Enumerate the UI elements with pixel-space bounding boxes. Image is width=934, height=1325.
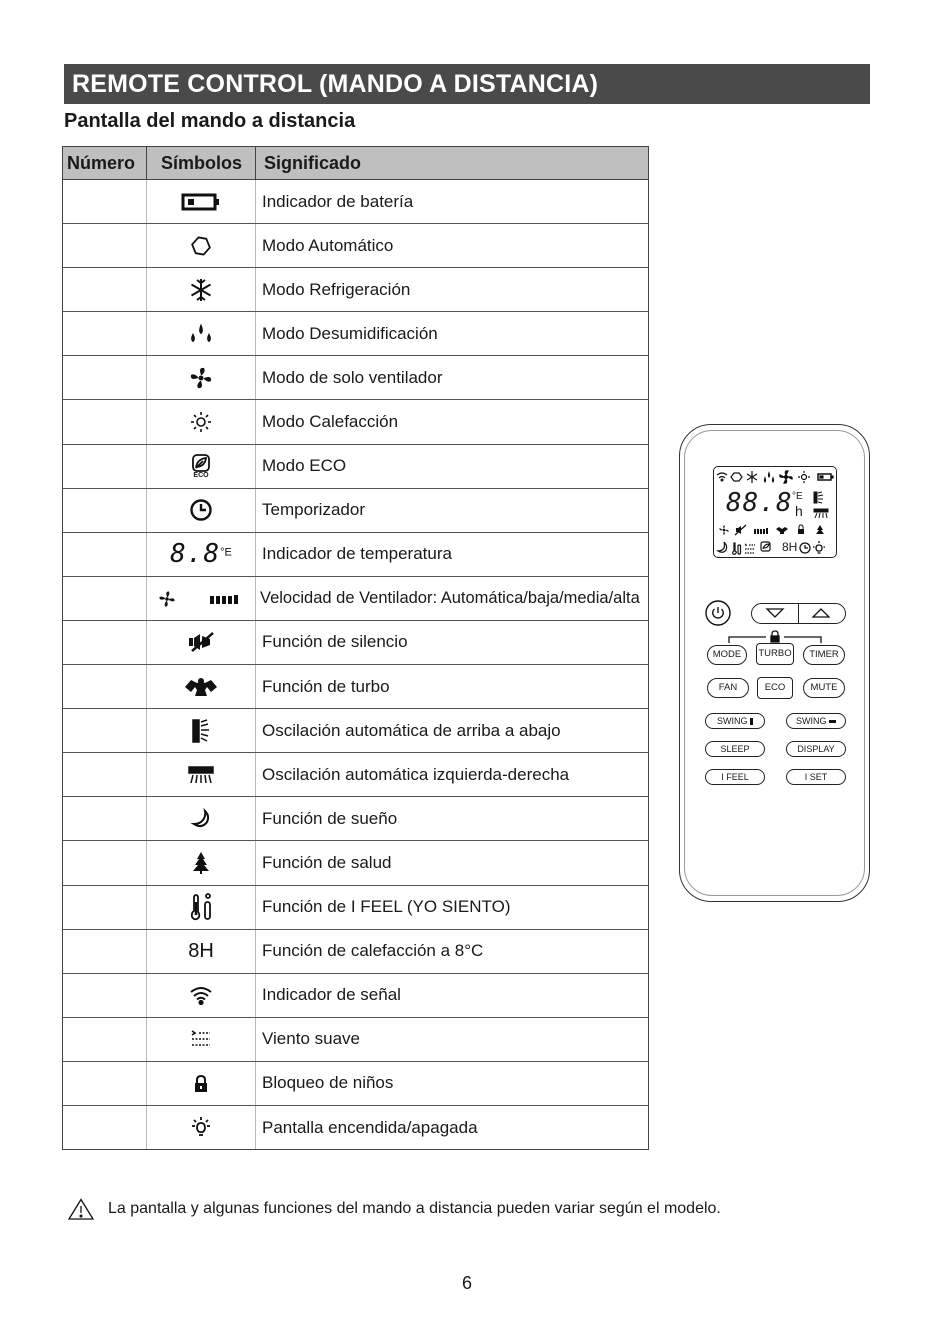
page-banner-title: REMOTE CONTROL (MANDO A DISTANCIA) [64, 64, 870, 104]
row-number [63, 1105, 147, 1149]
lock-icon [193, 1075, 209, 1093]
table-row [63, 929, 649, 973]
row-meaning: Función de calefacción a 8°C [256, 929, 649, 973]
table-row [63, 400, 649, 444]
drops-icon [188, 323, 214, 345]
lcd-unit-e: °E [792, 491, 803, 502]
table-row [63, 576, 649, 620]
lcd-unit-h: h [795, 503, 803, 519]
moon-icon [190, 808, 212, 830]
swing-horizontal-icon [187, 765, 215, 785]
soft-wind-icon [189, 1028, 213, 1050]
table-row [63, 841, 649, 885]
column-header-number: Número [63, 147, 147, 180]
8h-icon: 8H [188, 939, 214, 962]
row-meaning: Función de salud [256, 841, 649, 885]
row-number [63, 1061, 147, 1105]
table-row [63, 709, 649, 753]
sun-icon [190, 411, 212, 433]
row-number [63, 312, 147, 356]
table-row [63, 356, 649, 400]
row-meaning: Función de sueño [256, 797, 649, 841]
row-meaning: Función de silencio [256, 620, 649, 664]
power-button[interactable] [705, 600, 731, 626]
table-row [63, 488, 649, 532]
row-number [63, 665, 147, 709]
table-row [63, 797, 649, 841]
table-row [63, 753, 649, 797]
section-subtitle: Pantalla del mando a distancia [64, 110, 356, 132]
battery-icon [181, 192, 221, 212]
lcd-swing-icons [812, 491, 832, 521]
row-meaning: Modo Desumidificación [256, 312, 649, 356]
table-row [63, 620, 649, 664]
row-meaning: Bloqueo de niños [256, 1061, 649, 1105]
swing-vertical-label: SWING [716, 716, 748, 726]
ifeel-button[interactable]: I FEEL [705, 769, 765, 785]
row-meaning: Modo ECO [256, 444, 649, 488]
table-row [63, 1105, 649, 1149]
row-number [63, 797, 147, 841]
row-meaning: Modo Calefacción [256, 400, 649, 444]
table-row [63, 444, 649, 488]
row-number [63, 356, 147, 400]
sleep-button[interactable]: SLEEP [705, 741, 765, 757]
swing-vertical-icon [191, 718, 211, 744]
table-row [63, 885, 649, 929]
row-number [63, 576, 147, 620]
row-number [63, 488, 147, 532]
lcd-bottom-icons-right [796, 540, 836, 556]
auto-mode-icon [190, 235, 212, 257]
row-meaning: Modo de solo ventilador [256, 356, 649, 400]
timer-button[interactable]: TIMER [803, 645, 845, 665]
temperature-unit: °E [220, 546, 232, 559]
row-number [63, 620, 147, 664]
row-meaning: Viento suave [256, 1017, 649, 1061]
mute-icon [186, 631, 216, 653]
eco-button[interactable]: ECO [757, 677, 793, 699]
row-meaning: Indicador de batería [256, 180, 649, 224]
tree-icon [192, 851, 210, 875]
eco-label: ECO [193, 471, 209, 479]
turbo-button[interactable]: TURBO [756, 643, 794, 665]
row-meaning: Oscilación automática izquierda-derecha [256, 753, 649, 797]
lcd-temperature-digits: 88.8 [726, 488, 793, 518]
mode-button[interactable]: MODE [707, 645, 747, 665]
row-meaning: Indicador de temperatura [256, 532, 649, 576]
lcd-top-icons [714, 469, 836, 485]
table-row [63, 268, 649, 312]
row-meaning: Modo Automático [256, 224, 649, 268]
table-header-row [63, 147, 649, 180]
row-meaning: Oscilación automática de arriba a abajo [256, 709, 649, 753]
row-number [63, 224, 147, 268]
turbo-icon [183, 675, 219, 699]
table-row [63, 312, 649, 356]
swing-horizontal-mini-icon [829, 720, 836, 723]
signal-icon [189, 985, 213, 1005]
iset-button[interactable]: I SET [786, 769, 846, 785]
row-number [63, 444, 147, 488]
temperature-digits-icon [170, 539, 232, 569]
fan-button[interactable]: FAN [707, 678, 749, 698]
row-number [63, 885, 147, 929]
row-number [63, 268, 147, 312]
fan-icon [188, 365, 214, 391]
clock-icon [189, 498, 213, 522]
swing-horizontal-label: SWING [795, 716, 827, 726]
row-meaning: Función de turbo [256, 665, 649, 709]
table-row [63, 180, 649, 224]
table-row [63, 973, 649, 1017]
table-row [63, 532, 649, 576]
row-meaning: Indicador de señal [256, 973, 649, 1017]
temperature-digits: 8.8 [170, 539, 221, 570]
snowflake-icon [188, 277, 214, 303]
table-row [63, 224, 649, 268]
swing-vertical-mini-icon [750, 718, 753, 725]
lcd-8h: 8H [782, 540, 798, 554]
row-number [63, 1017, 147, 1061]
bulb-icon [189, 1116, 213, 1140]
row-meaning: Velocidad de Ventilador: Automática/baja/media/alta [256, 576, 649, 620]
child-lock-bracket [728, 630, 822, 644]
row-number [63, 753, 147, 797]
column-header-meaning: Significado [256, 147, 649, 180]
row-number [63, 929, 147, 973]
footer-note [68, 1198, 721, 1220]
fan-speed-icon [158, 589, 244, 609]
table-row [63, 665, 649, 709]
temperature-up-button[interactable] [811, 607, 831, 619]
row-meaning: Función de I FEEL (YO SIENTO) [256, 885, 649, 929]
table-row [63, 1017, 649, 1061]
swing-vertical-button[interactable] [705, 713, 765, 729]
temperature-down-button[interactable] [765, 607, 785, 619]
ifeel-icon [189, 892, 213, 922]
lcd-middle-icons [714, 524, 836, 536]
display-button[interactable]: DISPLAY [786, 741, 846, 757]
footer-note-text: La pantalla y algunas funciones del mando a distancia pueden variar según el modelo. [108, 1200, 721, 1217]
row-number [63, 180, 147, 224]
row-number [63, 973, 147, 1017]
warning-icon [68, 1198, 94, 1220]
row-number [63, 841, 147, 885]
swing-horizontal-button[interactable] [786, 713, 846, 729]
column-header-symbols: Símbolos [147, 147, 256, 180]
page-number: 6 [461, 1273, 472, 1293]
row-number [63, 532, 147, 576]
row-meaning: Pantalla encendida/apagada [256, 1105, 649, 1149]
remote-lcd-display [713, 466, 837, 558]
row-meaning: Temporizador [256, 488, 649, 532]
row-number [63, 709, 147, 753]
table-row [63, 1061, 649, 1105]
row-meaning: Modo Refrigeración [256, 268, 649, 312]
mute-button[interactable]: MUTE [803, 678, 845, 698]
row-number [63, 400, 147, 444]
symbols-table [62, 146, 649, 1150]
eco-leaf-icon [191, 454, 211, 472]
